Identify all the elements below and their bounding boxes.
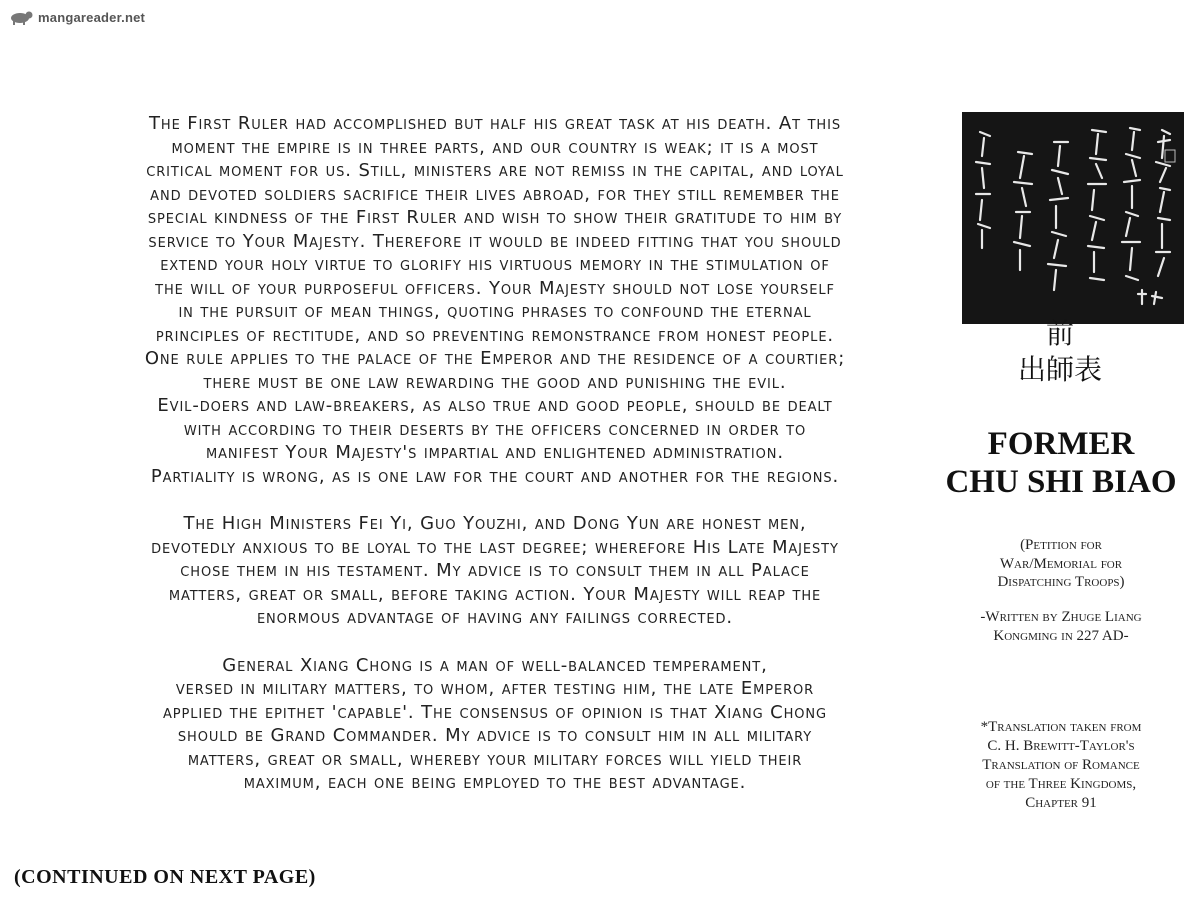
text-line: extend your holy virtue to glorify his virtuous memory in the stimulation of xyxy=(160,254,830,275)
credit-line: Chapter 91 xyxy=(1025,795,1097,811)
text-line: devotedly anxious to be loyal to the last degree; wherefore His Late Majesty xyxy=(151,536,839,558)
text-line: special kindness of the First Ruler and wish to show their gratitude to him by xyxy=(147,207,843,228)
watermark xyxy=(8,6,145,28)
watermark-text: mangareader.net xyxy=(38,9,146,25)
paragraph-3 xyxy=(60,654,930,795)
text-line: with according to their deserts by the officers concerned in order to xyxy=(183,418,807,440)
author-line xyxy=(930,608,1192,646)
text-line: matters, great or small, before taking action. Your Majesty will reap the xyxy=(168,583,822,605)
text-line: enormous advantage of having any failings corrected. xyxy=(256,607,734,628)
text-line: in the pursuit of mean things, quoting phrases to confound the eternal xyxy=(178,301,812,322)
credit-line: Translation of Romance xyxy=(982,757,1140,773)
credit-line: C. H. Brewitt-Taylor's xyxy=(987,738,1135,754)
author-text: -Written by Zhuge Liang xyxy=(980,609,1142,625)
text-line: and devoted soldiers sacrifice their lives abroad, for they still remember the xyxy=(150,183,840,205)
translation-credit xyxy=(930,718,1192,813)
text-line: One rule applies to the palace of the Emperor and the residence of a courtier; xyxy=(144,348,846,369)
title-line: CHU SHI BIAO xyxy=(945,464,1177,500)
subtitle xyxy=(930,536,1192,592)
cow-logo-icon xyxy=(8,9,34,25)
text-line: General Xiang Chong is a man of well-balanced temperament, xyxy=(222,654,768,676)
subtitle-line: Dispatching Troops) xyxy=(997,574,1125,590)
text-line: Partiality is wrong, as is one law for the court and another for the regions. xyxy=(150,465,840,487)
author-text: Kongming in 227 AD- xyxy=(993,628,1129,644)
chinese-title xyxy=(1000,316,1120,388)
text-line: Evil-doers and law-breakers, as also true and good people, should be dealt xyxy=(157,395,833,416)
text-line: The High Ministers Fei Yi, Guo Youzhi, and Dong Yun are honest men, xyxy=(183,513,807,534)
paragraph-2 xyxy=(60,512,930,630)
subtitle-line: (Petition for xyxy=(1020,537,1102,553)
calligraphy-seal-icon xyxy=(962,112,1184,324)
text-line: maximum, each one being employed to the best advantage. xyxy=(243,772,747,793)
credit-line: *Translation taken from xyxy=(980,719,1142,735)
text-line: versed in military matters, to whom, after testing him, the late Emperor xyxy=(175,678,815,699)
petition-text xyxy=(60,112,930,819)
text-line: matters, great or small, whereby your military forces will yield their xyxy=(187,748,803,770)
chinese-title-line: 前 xyxy=(1045,317,1074,350)
text-line: manifest Your Majesty's impartial and enlightened administration. xyxy=(205,442,785,463)
subtitle-line: War/Memorial for xyxy=(999,555,1123,572)
english-title xyxy=(930,425,1192,501)
text-line: applied the epithet 'capable'. The consensus of opinion is that Xiang Chong xyxy=(162,701,828,723)
chinese-title-line: 出師表 xyxy=(1017,353,1102,386)
text-line: moment the empire is in three parts, and our country is weak; it is a most xyxy=(171,136,819,158)
text-line: The First Ruler had accomplished but half his great task at his death. At this xyxy=(149,113,841,134)
text-line: there must be one law rewarding the good and punishing the evil. xyxy=(203,371,787,393)
text-line: the will of your purposeful officers. Your Majesty should not lose yourself xyxy=(155,277,835,299)
paragraph-1 xyxy=(60,112,930,488)
title-line: FORMER xyxy=(987,426,1135,462)
continued-notice: (CONTINUED ON NEXT PAGE) xyxy=(14,866,316,888)
text-line: service to Your Majesty. Therefore it would be indeed fitting that you should xyxy=(148,230,842,252)
credit-line: of the Three Kingdoms, xyxy=(985,776,1137,792)
text-line: critical moment for us. Still, ministers are not remiss in the capital, and loyal xyxy=(146,160,844,181)
text-line: should be Grand Commander. My advice is to consult him in all military xyxy=(177,725,813,746)
text-line: chose them in his testament. My advice is to consult them in all Palace xyxy=(180,560,810,581)
text-line: principles of rectitude, and so preventing remonstrance from honest people. xyxy=(155,324,835,346)
